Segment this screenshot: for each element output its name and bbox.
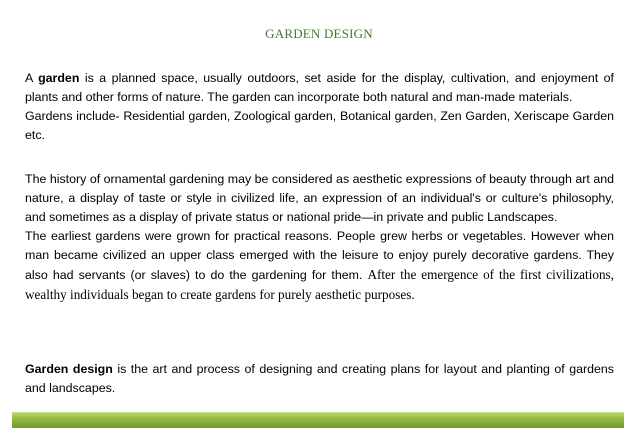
garden-types-paragraph: Gardens include- Residential garden, Zoological garden, Botanical garden, Zen Garden, Xeriscape Garden etc. [25,109,614,142]
garden-design-block [25,360,614,398]
garden-design-paragraph [25,360,614,398]
earliest-gardens-paragraph [25,227,614,305]
definition-lead: A [25,71,39,85]
history-block [25,170,614,305]
garden-term: garden [38,71,80,85]
definition-text: is a planned space, usually outdoors, set aside for the display, cultivation, and enjoyment of plants and other forms of nature. The garden can incorporate both natural and man-made materials. [25,71,614,104]
history-paragraph: The history of ornamental gardening may be considered as aesthetic expressions of beauty through art and nature, a display of taste or style in civilized life, an expression of an individual's or culture's philosophy, and sometimes as a display of private status or national pride—in private and public Landscapes. [25,172,614,224]
civilizations-text: After the emergence of the first civilizations, wealthy individuals began to create gardens for purely aesthetic purposes. [25,267,614,302]
garden-definition-paragraph [25,69,614,107]
definition-block [25,69,614,145]
earliest-gardens-text: The earliest gardens were grown for practical reasons. People grew herbs or vegetables. However when man became civilized an upper class emerged with the leisure to enjoy purely decorative gardens. They also had servants (or slaves) to do the gardening for them. [25,229,614,282]
garden-design-term: Garden design [25,362,113,376]
footer-bar [12,412,624,428]
garden-design-text: is the art and process of designing and creating plans for layout and planting of gardens and landscapes. [25,362,614,395]
page-title: GARDEN DESIGN [265,26,373,41]
